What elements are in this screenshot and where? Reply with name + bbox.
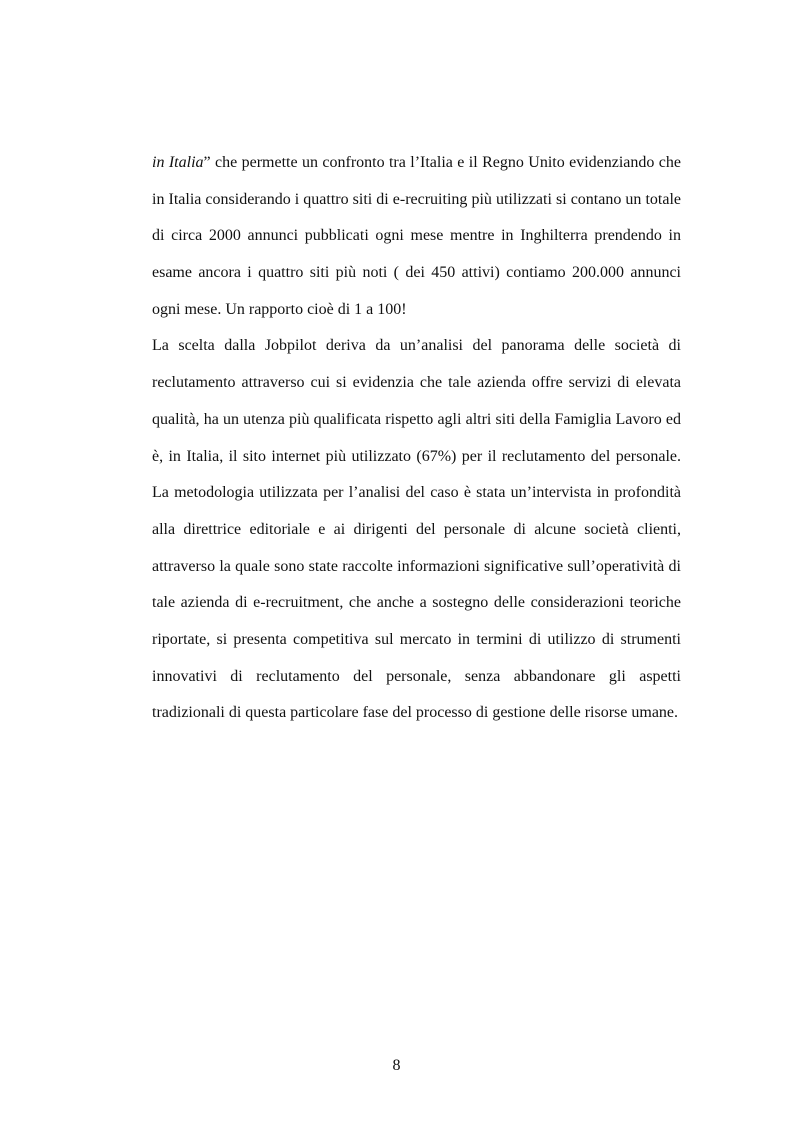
text-line: di circa 2000 annunci pubblicati ogni mese mentre in Inghilterra prendendo in <box>152 227 681 245</box>
page-number: 8 <box>392 1057 401 1074</box>
body-text <box>152 145 681 732</box>
text-line: attraverso la quale sono state raccolte informazioni significative sull’operatività di <box>152 557 681 575</box>
text-line: innovativi di reclutamento del personale, senza abbandonare gli aspetti <box>152 667 681 685</box>
text-line: qualità, ha un utenza più qualificata rispetto agli altri siti della Famiglia Lavoro ed <box>152 410 681 428</box>
text-line: ogni mese. Un rapporto cioè di 1 a 100! <box>152 300 407 318</box>
text-line: riportate, si presenta competitiva sul mercato in termini di utilizzo di strumenti <box>152 630 681 648</box>
line-text: ” che permette un confronto tra l’Italia e il Regno Unito evidenziando che <box>203 154 682 171</box>
paragraph-2 <box>152 328 681 732</box>
text-line: è, in Italia, il sito internet più utilizzato (67%) per il reclutamento del personale. <box>152 447 681 465</box>
text-line: in Italia considerando i quattro siti di e-recruiting più utilizzati si contano un totale <box>152 190 681 208</box>
text-line: alla direttrice editoriale e ai dirigenti del personale di alcune società clienti, <box>152 520 681 538</box>
text-line: reclutamento attraverso cui si evidenzia che tale azienda offre servizi di elevata <box>152 374 681 392</box>
text-line: tradizionali di questa particolare fase del processo di gestione delle risorse umane. <box>152 704 679 722</box>
text-line: esame ancora i quattro siti più noti ( dei 450 attivi) contiamo 200.000 annunci <box>152 264 681 282</box>
paragraph-1 <box>152 145 681 328</box>
italic-phrase: in Italia <box>152 154 204 171</box>
text-line: tale azienda di e-recruitment, che anche a sostegno delle considerazioni teoriche <box>152 594 681 612</box>
text-line <box>152 145 681 182</box>
text-line: La metodologia utilizzata per l’analisi del caso è stata un’intervista in profondità <box>152 484 681 502</box>
text-line: La scelta dalla Jobpilot deriva da un’analisi del panorama delle società di <box>152 337 681 355</box>
